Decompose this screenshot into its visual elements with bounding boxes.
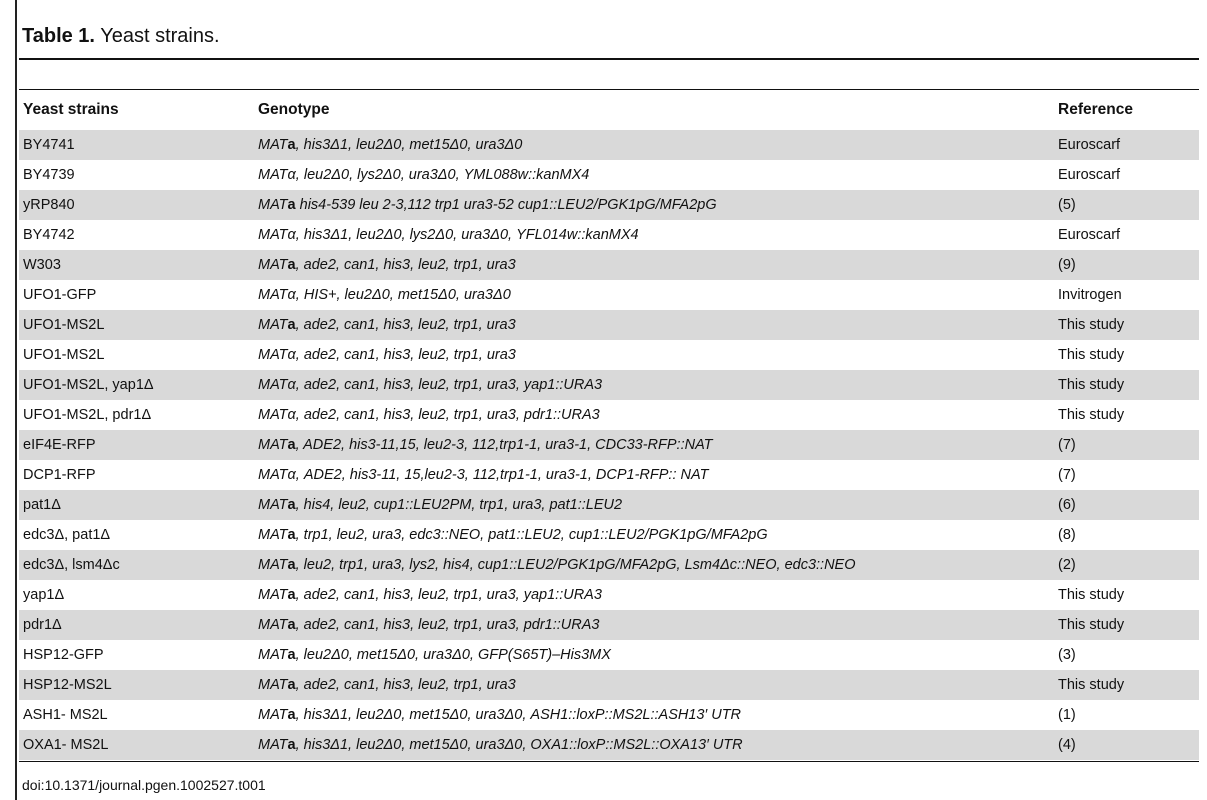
cell-reference: This study	[1058, 347, 1125, 363]
table-row	[19, 580, 1199, 610]
table-row	[19, 310, 1199, 340]
table-label: Table 1.	[22, 25, 95, 47]
cell-strain: eIF4E-RFP	[23, 437, 96, 453]
header-genotype: Genotype	[258, 101, 330, 118]
table-row	[19, 520, 1199, 550]
cell-strain: DCP1-RFP	[23, 467, 96, 483]
table-row	[19, 550, 1199, 580]
cell-strain: OXA1- MS2L	[23, 737, 109, 753]
table-row	[19, 160, 1199, 190]
table-row	[19, 670, 1199, 700]
cell-strain: UFO1-MS2L	[23, 347, 105, 363]
cell-genotype: MATα, HIS+, leu2Δ0, met15Δ0, ura3Δ0	[258, 287, 511, 303]
cell-reference: Euroscarf	[1058, 227, 1121, 243]
table-title: Yeast strains.	[100, 25, 220, 47]
cell-reference: (3)	[1058, 647, 1076, 663]
table-row	[19, 400, 1199, 430]
cell-reference: Euroscarf	[1058, 167, 1121, 183]
cell-strain: BY4742	[23, 227, 75, 243]
cell-genotype: MATa, ade2, can1, his3, leu2, trp1, ura3	[258, 677, 516, 693]
table-row	[19, 370, 1199, 400]
cell-reference: (6)	[1058, 497, 1076, 513]
cell-genotype: MATa, trp1, leu2, ura3, edc3::NEO, pat1::LEU2, cup1::LEU2/PGK1pG/MFA2pG	[258, 527, 768, 543]
cell-strain: UFO1-MS2L, yap1Δ	[23, 377, 154, 393]
cell-reference: This study	[1058, 617, 1125, 633]
cell-strain: UFO1-MS2L	[23, 317, 105, 333]
left-margin-rule	[15, 0, 17, 800]
cell-genotype: MATa, leu2Δ0, met15Δ0, ura3Δ0, GFP(S65T)–His3MX	[258, 647, 611, 663]
cell-strain: yap1Δ	[23, 587, 65, 603]
cell-genotype: MATa his4-539 leu 2-3,112 trp1 ura3-52 cup1::LEU2/PGK1pG/MFA2pG	[258, 197, 717, 213]
cell-reference: (4)	[1058, 737, 1076, 753]
cell-strain: HSP12-GFP	[23, 647, 104, 663]
cell-genotype: MATα, leu2Δ0, lys2Δ0, ura3Δ0, YML088w::kanMX4	[258, 167, 590, 183]
table-row	[19, 490, 1199, 520]
table-row	[19, 430, 1199, 460]
table-body	[19, 130, 1199, 760]
cell-reference: This study	[1058, 677, 1125, 693]
table-row	[19, 460, 1199, 490]
cell-strain: pat1Δ	[23, 497, 61, 513]
table-row	[19, 130, 1199, 160]
cell-strain: edc3Δ, lsm4Δc	[23, 557, 120, 573]
bottom-rule	[19, 761, 1199, 762]
cell-genotype: MATα, ade2, can1, his3, leu2, trp1, ura3, yap1::URA3	[258, 377, 603, 393]
table-row	[19, 640, 1199, 670]
cell-genotype: MATα, ade2, can1, his3, leu2, trp1, ura3, pdr1::URA3	[258, 407, 600, 423]
cell-reference: (1)	[1058, 707, 1076, 723]
cell-genotype: MATa, ade2, can1, his3, leu2, trp1, ura3, yap1::URA3	[258, 587, 602, 603]
table-row	[19, 280, 1199, 310]
cell-strain: UFO1-MS2L, pdr1Δ	[23, 407, 152, 423]
header-reference: Reference	[1058, 101, 1133, 118]
cell-reference: This study	[1058, 587, 1125, 603]
cell-genotype: MATa, ade2, can1, his3, leu2, trp1, ura3	[258, 317, 516, 333]
cell-genotype: MATα, ADE2, his3-11, 15,leu2-3, 112,trp1-1, ura3-1, DCP1-RFP:: NAT	[258, 467, 709, 483]
cell-reference: Euroscarf	[1058, 137, 1121, 153]
table-row	[19, 190, 1199, 220]
cell-genotype: MATa, ade2, can1, his3, leu2, trp1, ura3	[258, 257, 516, 273]
table-row	[19, 700, 1199, 730]
header-yeast-strains: Yeast strains	[23, 101, 119, 118]
cell-reference: (7)	[1058, 467, 1076, 483]
table-row	[19, 250, 1199, 280]
cell-genotype: MATa, his4, leu2, cup1::LEU2PM, trp1, ura3, pat1::LEU2	[258, 497, 623, 513]
cell-reference: This study	[1058, 317, 1125, 333]
cell-strain: edc3Δ, pat1Δ	[23, 527, 111, 543]
cell-reference: This study	[1058, 377, 1125, 393]
cell-genotype: MATa, his3Δ1, leu2Δ0, met15Δ0, ura3Δ0, ASH1::loxP::MS2L::ASH13′ UTR	[258, 707, 742, 723]
doi-footer: doi:10.1371/journal.pgen.1002527.t001	[22, 777, 266, 793]
cell-strain: UFO1-GFP	[23, 287, 97, 303]
cell-genotype: MATa, ADE2, his3-11,15, leu2-3, 112,trp1-1, ura3-1, CDC33-RFP::NAT	[258, 437, 713, 453]
table-row	[19, 730, 1199, 760]
cell-genotype: MATa, ade2, can1, his3, leu2, trp1, ura3, pdr1::URA3	[258, 617, 600, 633]
cell-strain: BY4739	[23, 167, 75, 183]
cell-reference: (5)	[1058, 197, 1076, 213]
strains-table	[19, 90, 1199, 760]
table-row	[19, 220, 1199, 250]
cell-strain: W303	[23, 257, 61, 273]
cell-reference: Invitrogen	[1058, 287, 1122, 303]
cell-reference: (8)	[1058, 527, 1076, 543]
cell-reference: (7)	[1058, 437, 1076, 453]
cell-genotype: MATα, his3Δ1, leu2Δ0, lys2Δ0, ura3Δ0, YFL014w::kanMX4	[258, 227, 639, 243]
cell-genotype: MATa, leu2, trp1, ura3, lys2, his4, cup1::LEU2/PGK1pG/MFA2pG, Lsm4Δc::NEO, edc3::NEO	[258, 557, 856, 573]
cell-genotype: MATa, his3Δ1, leu2Δ0, met15Δ0, ura3Δ0, OXA1::loxP::MS2L::OXA13′ UTR	[258, 737, 743, 753]
cell-reference: This study	[1058, 407, 1125, 423]
table-caption	[22, 22, 220, 50]
table-row	[19, 340, 1199, 370]
cell-strain: ASH1- MS2L	[23, 707, 108, 723]
cell-reference: (2)	[1058, 557, 1076, 573]
cell-genotype: MATa, his3Δ1, leu2Δ0, met15Δ0, ura3Δ0	[258, 137, 523, 153]
cell-strain: BY4741	[23, 137, 75, 153]
cell-strain: yRP840	[23, 197, 75, 213]
top-rule	[19, 58, 1199, 60]
table-header-row	[19, 90, 1199, 130]
table-row	[19, 610, 1199, 640]
cell-strain: pdr1Δ	[23, 617, 62, 633]
cell-reference: (9)	[1058, 257, 1076, 273]
cell-strain: HSP12-MS2L	[23, 677, 112, 693]
cell-genotype: MATα, ade2, can1, his3, leu2, trp1, ura3	[258, 347, 516, 363]
